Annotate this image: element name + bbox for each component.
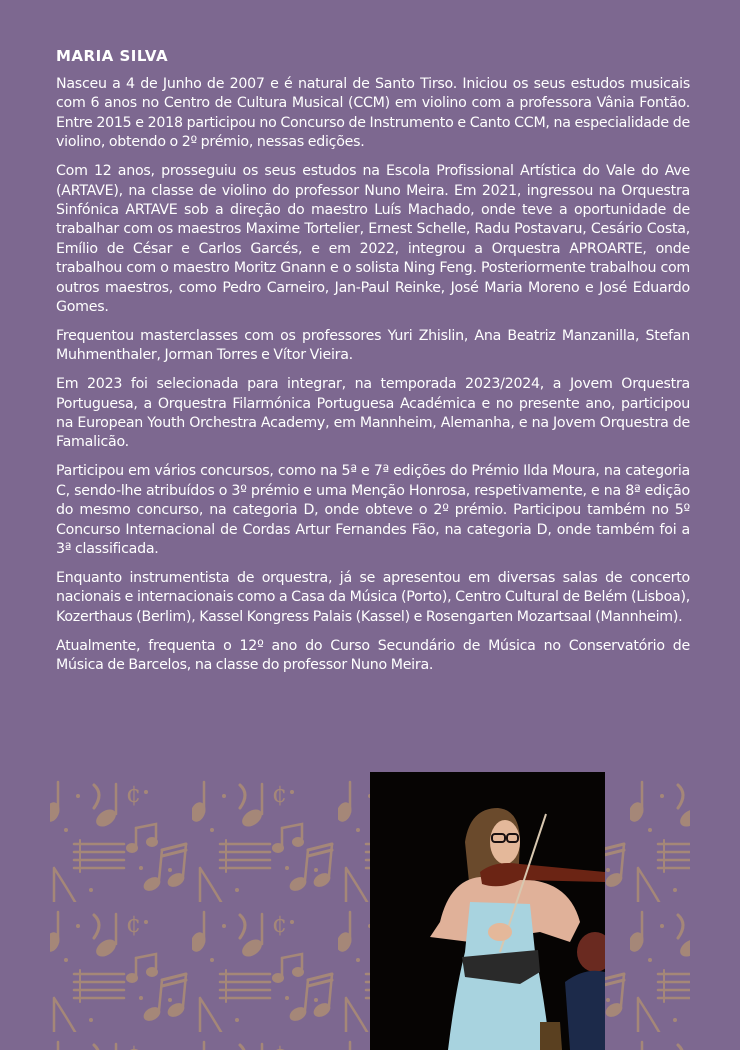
bio-paragraph-venues: Enquanto instrumentista de orquestra, já se apresentou em diversas salas de concerto nacionais e internacionais como a Casa da Música (Porto), Centro Cultural de Belém (Lisboa), Kozerthaus (Berlim), Kassel Kongress Palais (Kassel) e Rosengarten Mozartsaal (Mannheim).: [56, 569, 690, 625]
bio-paragraph-current: Atualmente, frequenta o 12º ano do Curso Secundário de Música no Conservatório de Música de Barcelos, na classe do professor Nuno Meira.: [56, 637, 690, 673]
bio-paragraph-competitions: Participou em vários concursos, como na 5ª e 7ª edições do Prémio Ilda Moura, na categoria C, sendo-lhe atribuídos o 3º prémio e uma Menção Honrosa, respetivamente, e na 8ª edição do mesmo concurso, na categoria D, onde obteve o 2º prémio. Participou também no 5º Concurso Internacional de Cordas Artur Fernandes Fão, na categoria D, onde também foi a 3ª classificada.: [56, 463, 690, 557]
bio-paragraph-artave: Com 12 anos, prosseguiu os seus estudos na Escola Profissional Artística do Vale do Ave (ARTAVE), na classe de violino do professor Nuno Meira. Em 2021, ingressou na Orquestra Sinfónica ARTAVE sob a direção do maestro Luís Machado, onde teve a oportunidade de trabalhar com os maestros Maxime Tortelier, Ernest Schelle, Radu Postavaru, Cesário Costa, Emílio de César e Carlos Garcés, e em 2022, integrou a Orquestra APROARTE, onde trabalhou com o maestro Moritz Gnann e o solista Ning Feng. Posteriormente trabalhou com outros maestros, como Pedro Carneiro, Jan-Paul Reinke, José Maria Moreno e José Eduardo Gomes.: [56, 163, 690, 315]
violinist-photo-icon: [370, 772, 605, 1050]
biography: [56, 46, 690, 685]
bio-paragraph-birth: Nasceu a 4 de Junho de 2007 e é natural de Santo Tirso. Iniciou os seus estudos musicais com 6 anos no Centro de Cultura Musical (CCM) em violino com a professora Vânia Fontão. Entre 2015 e 2018 participou no Concurso de Instrumento e Canto CCM, na especialidade de violino, obtendo o 2º prémio, nessas edições.: [56, 76, 690, 151]
person-name: MARIA SILVA: [56, 47, 169, 65]
bio-paragraph-masterclasses: Frequentou masterclasses com os professores Yuri Zhislin, Ana Beatriz Manzanilla, Stefan Muhmenthaler, Jorman Torres e Vítor Vieira.: [56, 327, 690, 364]
bio-paragraph-orchestras: Em 2023 foi selecionada para integrar, na temporada 2023/2024, a Jovem Orquestra Portuguesa, a Orquestra Filarmónica Portuguesa Académica e no presente ano, participou na European Youth Orchestra Academy, em Mannheim, Alemanha, e na Jovem Orquestra de Famalicão.: [56, 376, 690, 451]
